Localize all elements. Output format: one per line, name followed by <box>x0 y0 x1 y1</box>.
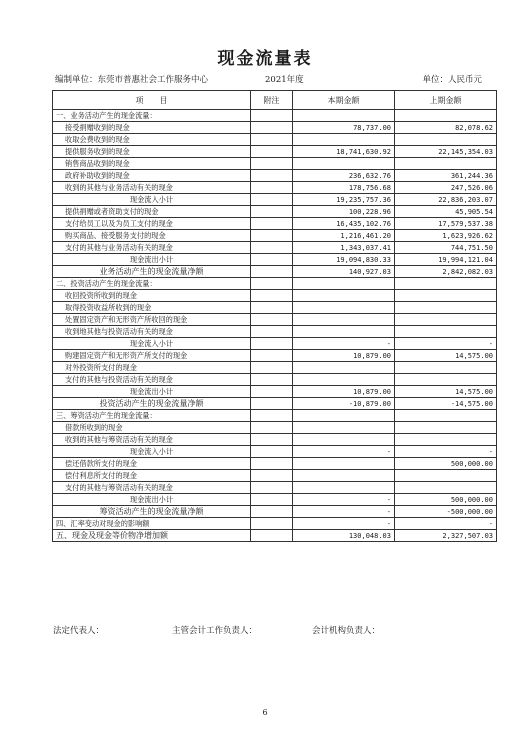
row-current <box>293 410 395 422</box>
row-prior <box>395 362 497 374</box>
row-prior: 22,836,203.07 <box>395 194 497 206</box>
table-row <box>53 350 497 362</box>
row-current: - <box>293 518 395 530</box>
row-prior: 45,905.54 <box>395 206 497 218</box>
row-current: 130,048.03 <box>293 530 395 542</box>
table-row <box>53 470 497 482</box>
row-prior: 1,623,926.62 <box>395 230 497 242</box>
row-prior <box>395 134 497 146</box>
table-header-row <box>53 91 497 110</box>
row-current <box>293 110 395 122</box>
org-label: 编制单位：东莞市普惠社会工作服务中心 <box>55 75 209 85</box>
row-prior <box>395 470 497 482</box>
row-current: - <box>293 446 395 458</box>
row-current: 178,756.68 <box>293 182 395 194</box>
row-note <box>251 458 293 470</box>
header-note: 附注 <box>251 91 293 110</box>
row-item: 现金流入小计 <box>53 338 251 350</box>
table-row <box>53 134 497 146</box>
row-note <box>251 242 293 254</box>
row-note <box>251 314 293 326</box>
row-note <box>251 482 293 494</box>
row-prior: 500,000.00 <box>395 458 497 470</box>
header-current: 本期金额 <box>293 91 395 110</box>
row-current <box>293 482 395 494</box>
row-note <box>251 398 293 410</box>
page-title: 现金流量表 <box>217 49 313 69</box>
table-row <box>53 422 497 434</box>
row-current: 78,737.00 <box>293 122 395 134</box>
table-row <box>53 434 497 446</box>
row-item: 收到的其他与业务活动有关的现金 <box>53 182 251 194</box>
table-row <box>53 338 497 350</box>
row-current: - <box>293 506 395 518</box>
row-prior: 82,078.62 <box>395 122 497 134</box>
row-item: 现金流入小计 <box>53 446 251 458</box>
row-item: 偿付利息所支付的现金 <box>53 470 251 482</box>
row-item: 三、筹资活动产生的现金流量： <box>53 410 251 422</box>
row-current <box>293 362 395 374</box>
row-current: 1,216,461.20 <box>293 230 395 242</box>
row-current <box>293 302 395 314</box>
row-prior <box>395 410 497 422</box>
year-label: 2021年度 <box>265 75 304 85</box>
row-current: 19,094,830.33 <box>293 254 395 266</box>
row-prior <box>395 482 497 494</box>
row-note <box>251 470 293 482</box>
row-note <box>251 182 293 194</box>
table-row <box>53 518 497 530</box>
row-item: 业务活动产生的现金流量净额 <box>53 266 251 278</box>
row-item: 五、现金及现金等价物净增加额 <box>53 530 251 542</box>
row-current <box>293 434 395 446</box>
table-row <box>53 206 497 218</box>
row-item: 一、业务活动产生的现金流量： <box>53 110 251 122</box>
row-prior <box>395 326 497 338</box>
row-note <box>251 506 293 518</box>
row-note <box>251 170 293 182</box>
row-item: 提供捐赠或者资助支付的现金 <box>53 206 251 218</box>
table-row <box>53 278 497 290</box>
row-item: 取得投资收益所收到的现金 <box>53 302 251 314</box>
row-prior: 22,145,354.03 <box>395 146 497 158</box>
row-item: 收到的其他与筹资活动有关的现金 <box>53 434 251 446</box>
row-note <box>251 338 293 350</box>
row-prior: 361,244.36 <box>395 170 497 182</box>
table-row <box>53 482 497 494</box>
row-item: 收回投资所收到的现金 <box>53 290 251 302</box>
row-prior: 247,526.06 <box>395 182 497 194</box>
row-current: 140,927.03 <box>293 266 395 278</box>
row-note <box>251 230 293 242</box>
row-prior <box>395 314 497 326</box>
row-prior: - <box>395 518 497 530</box>
row-current <box>293 422 395 434</box>
row-prior: 500,000.00 <box>395 494 497 506</box>
table-row <box>53 446 497 458</box>
row-note <box>251 194 293 206</box>
row-current <box>293 458 395 470</box>
table-row <box>53 146 497 158</box>
row-current: 19,235,757.36 <box>293 194 395 206</box>
row-current <box>293 278 395 290</box>
row-prior <box>395 290 497 302</box>
row-prior: - <box>395 338 497 350</box>
header-prior: 上期金额 <box>395 91 497 110</box>
row-item: 购买商品、接受服务支付的现金 <box>53 230 251 242</box>
row-prior: -14,575.00 <box>395 398 497 410</box>
row-note <box>251 422 293 434</box>
row-note <box>251 206 293 218</box>
row-prior: 2,327,507.03 <box>395 530 497 542</box>
row-item: 支付的其他与筹资活动有关的现金 <box>53 482 251 494</box>
table-row <box>53 182 497 194</box>
row-prior <box>395 434 497 446</box>
table-row <box>53 194 497 206</box>
row-prior: -500,000.00 <box>395 506 497 518</box>
table-row <box>53 170 497 182</box>
row-prior: 14,575.00 <box>395 350 497 362</box>
row-item: 借款所收到的现金 <box>53 422 251 434</box>
row-item: 投资活动产生的现金流量净额 <box>53 398 251 410</box>
page-number: 6 <box>262 708 268 717</box>
table-row <box>53 398 497 410</box>
row-current: 1,343,037.41 <box>293 242 395 254</box>
table-row <box>53 254 497 266</box>
row-note <box>251 446 293 458</box>
row-prior <box>395 422 497 434</box>
row-current <box>293 290 395 302</box>
row-current: - <box>293 338 395 350</box>
row-current: 10,879.00 <box>293 386 395 398</box>
row-current <box>293 374 395 386</box>
row-item: 接受捐赠收到的现金 <box>53 122 251 134</box>
row-item: 现金流出小计 <box>53 254 251 266</box>
row-note <box>251 134 293 146</box>
row-prior: 17,579,537.38 <box>395 218 497 230</box>
row-prior: 14,575.00 <box>395 386 497 398</box>
row-note <box>251 254 293 266</box>
row-item: 现金流出小计 <box>53 386 251 398</box>
table-row <box>53 410 497 422</box>
row-item: 支付的其他与投资活动有关的现金 <box>53 374 251 386</box>
row-current: -10,879.00 <box>293 398 395 410</box>
row-prior <box>395 302 497 314</box>
row-note <box>251 158 293 170</box>
row-note <box>251 410 293 422</box>
row-item: 销售商品收到的现金 <box>53 158 251 170</box>
row-note <box>251 290 293 302</box>
table-row <box>53 326 497 338</box>
table-row <box>53 374 497 386</box>
table-row <box>53 122 497 134</box>
row-item: 提供服务收到的现金 <box>53 146 251 158</box>
row-note <box>251 146 293 158</box>
row-current <box>293 470 395 482</box>
row-note <box>251 494 293 506</box>
row-prior: 2,842,082.03 <box>395 266 497 278</box>
table-row <box>53 530 497 542</box>
row-note <box>251 530 293 542</box>
row-prior <box>395 110 497 122</box>
accounting-org-label: 会计机构负责人： <box>312 626 381 636</box>
table-row <box>53 314 497 326</box>
table-row <box>53 506 497 518</box>
row-item: 对外投资所支付的现金 <box>53 362 251 374</box>
table-row <box>53 302 497 314</box>
row-item: 购建固定资产和无形资产所支付的现金 <box>53 350 251 362</box>
table-row <box>53 242 497 254</box>
row-note <box>251 122 293 134</box>
row-item: 支付的其他与业务活动有关的现金 <box>53 242 251 254</box>
header-item: 项 目 <box>53 91 251 110</box>
row-current <box>293 158 395 170</box>
row-prior: - <box>395 446 497 458</box>
accounting-head-label: 主管会计工作负责人： <box>172 626 258 636</box>
table-row <box>53 230 497 242</box>
table-row <box>53 110 497 122</box>
row-item: 二、投资活动产生的现金流量： <box>53 278 251 290</box>
row-note <box>251 110 293 122</box>
row-current: 236,632.76 <box>293 170 395 182</box>
row-item: 现金流入小计 <box>53 194 251 206</box>
row-current: - <box>293 494 395 506</box>
legal-representative-label: 法定代表人： <box>53 626 105 636</box>
row-item: 政府补助收到的现金 <box>53 170 251 182</box>
row-note <box>251 302 293 314</box>
row-note <box>251 434 293 446</box>
row-item: 四、汇率变动对现金的影响额 <box>53 518 251 530</box>
row-note <box>251 350 293 362</box>
cash-flow-table <box>52 90 497 542</box>
row-current: 16,435,102.76 <box>293 218 395 230</box>
table-row <box>53 290 497 302</box>
row-item: 收取会费收到的现金 <box>53 134 251 146</box>
row-note <box>251 326 293 338</box>
row-current <box>293 326 395 338</box>
row-current <box>293 314 395 326</box>
row-note <box>251 518 293 530</box>
row-prior <box>395 374 497 386</box>
table-row <box>53 458 497 470</box>
row-item: 现金流出小计 <box>53 494 251 506</box>
table-row <box>53 386 497 398</box>
row-item: 偿还借款所支付的现金 <box>53 458 251 470</box>
row-current: 100,228.96 <box>293 206 395 218</box>
row-prior: 19,994,121.04 <box>395 254 497 266</box>
table-row <box>53 218 497 230</box>
row-current: 18,741,630.92 <box>293 146 395 158</box>
row-note <box>251 278 293 290</box>
row-item: 收到地其他与投资活动有关的现金 <box>53 326 251 338</box>
row-item: 处置固定资产和无形资产所收回的现金 <box>53 314 251 326</box>
row-item: 筹资活动产生的现金流量净额 <box>53 506 251 518</box>
table-row <box>53 494 497 506</box>
row-note <box>251 266 293 278</box>
row-note <box>251 386 293 398</box>
row-current: 10,879.00 <box>293 350 395 362</box>
table-row <box>53 362 497 374</box>
row-current <box>293 134 395 146</box>
row-prior <box>395 158 497 170</box>
row-prior: 744,751.50 <box>395 242 497 254</box>
unit-label: 单位：人民币元 <box>422 75 482 85</box>
table-row <box>53 158 497 170</box>
row-note <box>251 218 293 230</box>
row-note <box>251 374 293 386</box>
row-prior <box>395 278 497 290</box>
table-row <box>53 266 497 278</box>
row-note <box>251 362 293 374</box>
row-item: 支付给员工以及为员工支付的现金 <box>53 218 251 230</box>
